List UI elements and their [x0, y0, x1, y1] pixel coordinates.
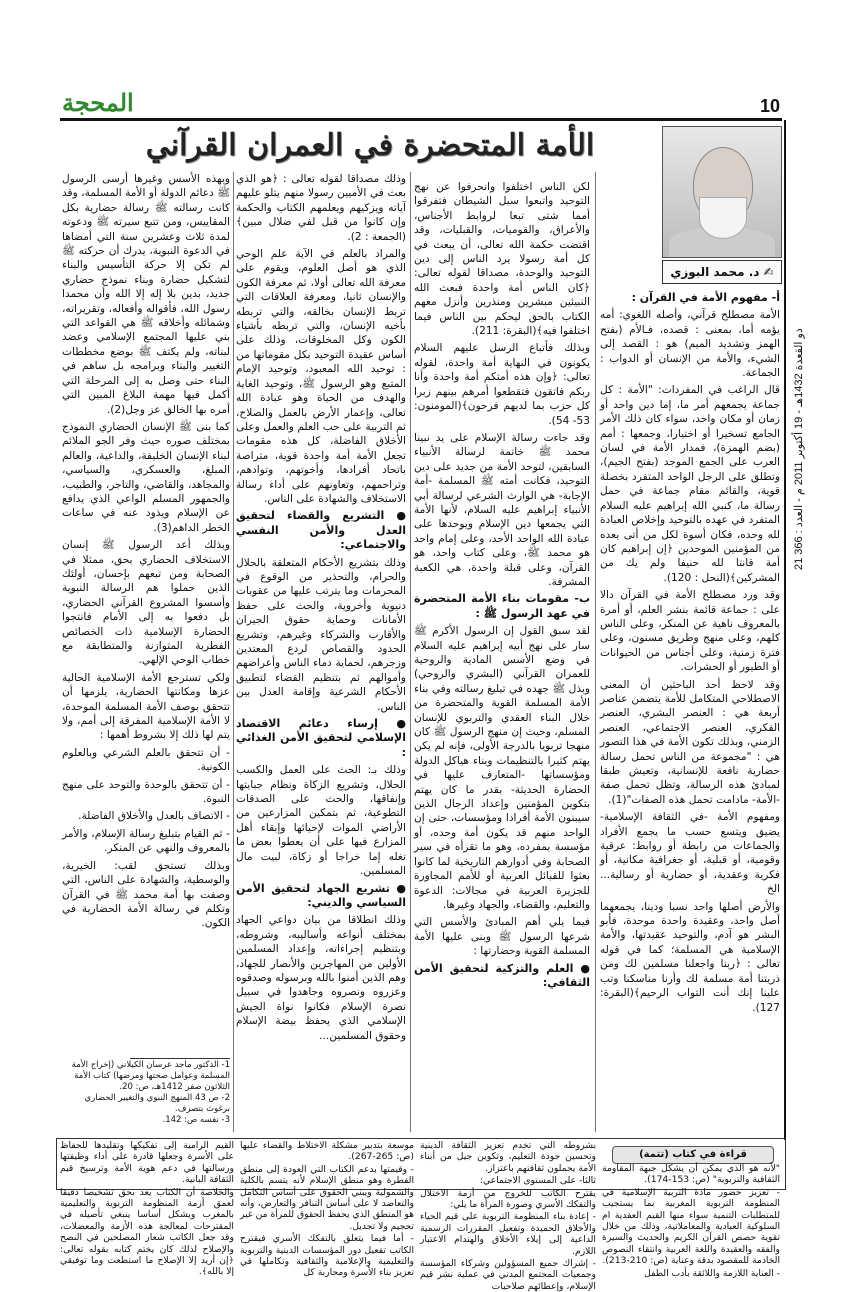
- paragraph: الأمة مصطلح قرآني، وأصله اللغوي: أمه يؤمه أما، بمعنى : قصده، فـالأم (بفتح الهمز وتشديد الميم) هو : القصد إلى الشيء، والأمة من الإنسان أو الدواب : الجماعة.: [600, 309, 780, 380]
- list-item: - الاتصاف بالعدل والأخلاق الفاضلة.: [78, 810, 230, 823]
- paragraph: وقد ورد مصطلح الأمة في القرآن دالا على : جماعة قائمة بنشر العلم، أو أمرة بالمعروف ناهية عن المنكر، وعلى الناس كلهم، وعلى منهج وطريق مسنون، وعلى فترة زمنية، وعلى أجناس من الحيوانات أو الطيور أو الحشرات.: [600, 589, 780, 674]
- page-number: 10: [760, 96, 781, 116]
- paragraph: والمراد بالعلم في الآية علم الوحي الذي هو أصل العلوم، ويقوم على معرفة الله تعالى أولا، ثم معرفة الكون والإنسان ثانيا، ومعرفة العلاقات التي تربط الإنسان بخالقه، والتي تربطه بأخيه الإنسان، والتي تربطه بأشياء الكون وكل المخلوقات، وذلك على أساس عقيدة التوحيد بكل مقوماتها من : توحيد الله المعبود، وتوحيد الإمام المتبع وهو الرسول ﷺ، وتوحيد الغاية والهدف من الحياة وهو عبادة الله تعالى، وإعمار الأرض بالعمل والصلاح، ثم التربية على حب العلم والعمل وعلى الأخلاق الفاضلة، كل هذه مقومات تجعل الأمة أمة واحدة قوية، متراصة باتحاد أفرادها، وأخوتهم، وتوادهم، وتراحمهم، وتعاونهم على أداء رسالة الاستخلاف والشهادة على الناس.: [236, 248, 406, 505]
- subsection-heading: ● التشريع والقضاء لتحقيق العدل والأمن النفسي والاجتماعي:: [236, 509, 406, 552]
- review-column-1: [602, 1163, 780, 1279]
- paragraph: والخلاصة أن الكتاب يعد بحق تشخيصا دقيقا لعمق أزمة المنظومة التربوية والتعليمية بالمغرب ويشكل أساسا ينبغي تأصيله في المقترحات لمعالجة هذه الأزمة والمعضلات، وقد جعل الكاتب شعار المصلحين في النصح والإصلاح لذلك كان يختم كتابه بقوله تعالى: ﴿إن أريد إلا الإصلاح ما استطعت وما توفيقي إلا بالله﴾.: [60, 1186, 234, 1278]
- paragraph: ومفهوم الأمة -في الثقافة الإسلامية- يضيق ويتسع حسب ما يجمع الأفراد والجماعات من رابطة أو روابط: عرقية وقومية، أو قبلية، أو جغرافية مكانية، أو فكرية وعقدية، أو حضارية أو رسالية... الخ: [600, 811, 780, 896]
- paragraph: قال الراغب في المفردات: "الأمة : كل جماعة يجمعهم أمر ما، إما دين واحد أو زمان أو مكان واحد، سواء كان ذلك الأمر الجامع تسخيرا أو اختيارا، وجمعها : أمم (بضم الهمزة)، فمدار الأمة في لسان العرب على الجمع الموجد (بفتح الجيم)، وتطلق على الرجل الواحد المتفرد بخصلة قوية، والقائم مقام جماعة في حمل رسالة ما، كنبي الله إبراهيم عليه السلام المتفرد في عهده بالتوحيد وإخلاص العبادة لله وحده، فكان أسوة لكل من أتى بعده من المؤمنين الموحدين ﴿إن إبراهيم كان أمة قانتا لله حنيفا ولم يك من المشركين﴾(النحل : 120).: [600, 384, 780, 584]
- paragraph: وبذلك فأتباع الرسل عليهم السلام يكونون في النهاية أمة واحدة، لقوله تعالى: ﴿وإن هذه أمتكم أمة واحدة وأنا ربكم فاتقون فتقطعوا أمرهم بينهم زبرا كل حزب بما لديهم فرحون﴾(المومنون: 53- 54).: [414, 342, 590, 427]
- subsection-heading: ● تشريع الجهاد لتحقيق الأمن السياسي والديني:: [236, 881, 406, 909]
- paragraph: - العناية اللازمة واللائقة بأدب الطفل: [644, 1267, 780, 1279]
- list-item: - ثم القيام بتبليغ رسالة الإسلام، والأمر بالمعروف والنهي عن المنكر.: [62, 827, 230, 855]
- sidebar-rule: [784, 120, 786, 1140]
- paragraph: وذلك مصداقا لقوله تعالى : ﴿هو الذي بعث في الأميين رسولا منهم يتلو عليهم آياته ويزكيهم ويعلمهم الكتاب والحكمة وإن كانوا من قبل لفي ضلال مبين﴾(الجمعة : 2).: [236, 173, 406, 243]
- publication-logo: المحجة: [62, 88, 134, 117]
- section-heading: ب- مقومات بناء الأمة المتحضرة في عهد الرسول ﷺ :: [414, 592, 590, 620]
- paragraph: لقد سبق القول إن الرسول الأكرم ﷺ سار على نهج أبيه إبراهيم عليه السلام في وضع الأسس المادية والروحية للعمران القرآني (البشري والروحي) وبذل ﷺ جهده في تبليغ رسالته وفي بناء الأمة المسلمة القوية والمتحضرة من خلال البناء العقدي والتربوي للإنسان المسلم، وحيث إن منهج الرسول ﷺ كان منهجا تربويا بالدرجة الأولى، فإنه لم يكن يهتم كثيرا بالتنظيمات وبناء هياكل الدولة ومؤسساتها -المتعارف عليها في الحضارة الحديثة- بقدر ما كان يهتم بتكوين المؤمنين وإعداد الرجال الذين سيبنون الأمة أفرادا ومؤسسات، حتى إن الواحد منهم قد يكون أمة وحده، أو مؤسسة بمفرده، وهو ما تقرأه في سير الصحابة وفي أدوارهم التاريخية لما كانوا بعثوا للقبائل العربية أو للأمم المجاورة للجزيرة العربية في مجالات: الدعوة والتعليم، والقضاء، والجهاد وغيرها.: [414, 625, 590, 911]
- paragraph: القيم الرامية إلى تفكيكها وتقليدها للحفاظ على الأسرة وجعلها قادرة على أداء وظيفتها ورسالتها في دعم هوية الأمة وترسيخ قيم الثقافة البانية.: [60, 1140, 234, 1186]
- footnote-rule: [130, 1058, 230, 1059]
- paragraph: وبهذه الأسس وغيرها أرسى الرسول ﷺ دعائم الدولة أو الأمة المسلمة، وقد كانت رسالته ﷺ رسالة حضارية بكل المقاييس، ومن تتبع سيرته ﷺ ودعوته لمدة ثلاث وعشرين سنة التي أمضاها في الدعوة النبوية، يدرك أن حركته ﷺ لم تكن إلا حركة التأسيس والبناء لتشكيل حضارة وبناء نموذج حضاري جديد، بدين بلا إله إلا الله وأن محمدا رسول الله، فأقواله وأفعاله، وتقريراته، وشمائله وأخلاقه ﷺ هي القواعد التي بني عليها المجتمع الإسلامي وعضد لبناته، ولم يكتف ﷺ بوضع مخططات التغيير والبناء وبرامجه بل ساهم في البناء حتى وصل به إلى المرحلة التي أكمل فيها مهمة البلاغ المبين التي أمره بها الخالق عز وجل(2).: [62, 173, 230, 416]
- paragraph: وذلك انطلاقا من بيان دواعي الجهاد بمختلف أنواعه وأساليبه، وشروطه، وبتنظيم إجراءاته، وإعداد المسلمين الأولين من المهاجرين والأنصار للجهاد، وهم الذين أمنوا بالله وبرسوله وصدقوه وعزروه ونصروه وجاهدوا في سبيل نصرة الإسلام فكانوا نواة الجيش الإسلامي الذي يحفظ بيضة الإسلام وحقوق المسلمين...: [236, 914, 406, 1042]
- footnotes: [62, 1060, 230, 1130]
- footnote: 1- الدكتور ماجد عرسان الكيلاني (إخراج الأمة المسلمة وعوامل صحتها ومرضها) كتاب الأمة الثلاثون صفر 1412هـ، ص: 20.: [71, 1060, 230, 1092]
- paragraph: - تعزيز حضور مادة التربية الإسلامية في المنظومة التربوية المغربية بما يستجيب للمتطلبات التنمية سواء منها القيم العقدية ام السلوكية العبادية والمعاملاتية، وذلك من خلال تقوية حصص القرآن الكريم والحديث والسيرة والفقه والعقيدة واللغة العربية وانتقاء النصوص الخادمة للمقصود بدقة وعناية (ص: 210-213).: [602, 1186, 780, 1267]
- footnote: 2- ص 43 المنهج النبوي والتغيير الحضاري برغوث بتصرف.: [84, 1093, 230, 1114]
- review-column-4: [60, 1140, 234, 1278]
- list-item: - أن تتحقق بالعلم الشرعي وبالعلوم الكونية.: [62, 746, 230, 774]
- column-divider: [410, 172, 411, 1132]
- author-photo: [662, 126, 782, 258]
- paragraph: وذلك بـ: الحث على العمل والكسب الحلال، وتشريع الزكاة ونظام جبايتها وإنفاقها، والحث على الصدقات التطوعية، ثم بتمكين المزارعين من الأراضي الموات لإحيائها وإبقاء أهل المزارع فيها على أن يعطوا بعض ما تغله إما خراجا أو زكاة، لبيت مال المسلمين.: [236, 764, 406, 878]
- paragraph: موسعة بتدبير مشكلة الاختلاط والقضاء عليها (ص: 265-267).: [240, 1140, 414, 1163]
- author-name: ✍ د. محمد البوزي: [662, 260, 782, 284]
- paragraph: وبذلك أعد الرسول ﷺ إنسان الاستخلاف الحضاري بحق، ممثلا في الصحابة ومن تبعهم بإحسان، أولئك الذين حملوا هم الرسالة النبوية وأسسوا المشروع القرآني الحضاري، بل دفعوا به إلى الأمام فانتجوا الحضارة الإسلامية ذات الخصائص الفطرية المتوازنة والمتطابقة مع خطاب الوحي الإلهي.: [62, 539, 230, 667]
- paragraph: وقد لاحظ أحد الباحثين أن المعنى الاصطلاحي المتكامل للأمة يتضمن عناصر أربعة هي : العنصر البشري، العنصر الفكري، العنصر الاجتماعي، العنصر الزمني، وبذلك تكون الأمة في هذا التصور هي : "مجموعة من الناس تحمل رسالة حضارية نافعة للإنسانية، وتعيش طبقا لمبادئ هذه الرسالة، وتظل تحمل صفة -الأمة- مادامت تحمل هذه الصفات"(1).: [600, 678, 780, 806]
- paragraph: يقترح الكاتب للخروج من أزمة الاختلال والتفكك الأسري وصورة المرأة ما يلي:: [420, 1187, 596, 1211]
- paragraph: ولكي تسترجع الأمة الإسلامية الحالية عزها ومكانتها الحضارية، يلزمها أن تتحقق بوصف الأمة المسلمة الموحدة، لا الأمة الإسلامية المفرقة إلى أمم، ولا يتم لها ذلك إلا بشروط أهمها :: [62, 671, 230, 742]
- footnote: 3- نفسه ص: 142.: [162, 1115, 230, 1125]
- paragraph: وذلك بتشريع الأحكام المتعلقة بالحلال والحرام، والتحذير من الوقوع في المحرمات وما يترتب عليها من عقوبات دنيوية وأخروية، والحث على حفظ الأمانات وحماية حقوق الجيران والأقارب والشركاء وغيرهم، وتشريع الحدود والقصاص لردع المعتدين وزجرهم، لحماية دماء الناس وأعراضهم وأموالهم ثم بتنظيم القضاء لتطبيق الأحكام الشرعية وإقامة العدل بين الناس.: [236, 556, 406, 713]
- paragraph: - إشراك جميع المسؤولين وشركاء المؤسسة وجمعيات المجتمع المدني في عملية نشر قيم الإسلام، وإعطائهم صلاحيات: [420, 1258, 596, 1292]
- subsection-heading: ● إرساء دعائم الاقتصاد الإسلامي لتحقيق الأمن الغذائي :: [236, 717, 406, 759]
- book-review-title: قراءة في كتاب (تتمة): [612, 1146, 774, 1164]
- paragraph: ثالثا- على المستوى الاجتماعي:: [479, 1175, 596, 1187]
- article-column-4: [62, 172, 230, 1052]
- article-column-3: [236, 172, 406, 1132]
- paragraph: "لأنه هو الذي يمكن أن يشكل جبهة المقاومة الثقافية والتربوية" (ص: 153-174).: [602, 1163, 780, 1186]
- review-column-2: [420, 1140, 596, 1292]
- article-title: الأمة المتحضرة في العمران القرآني: [145, 128, 595, 163]
- paragraph: لكن الناس اختلفوا وانحرفوا عن نهج التوحيد واتبعوا سبل الشيطان فتفرقوا أمما شتى تبعا لروابط الأجناس، والأعراق، والقوميات، والقبليات، وقد اقتضت حكمة الله تعالى، أن يبعث في كل أمة رسولا يرد الناس إلى دين التوحيد والوحدة، مصداقا لقوله تعالى: ﴿كان الناس أمة واحدة فبعث الله النبيئين مبشرين ومنذرين وأنزل معهم الكتاب بالحق ليحكم بين الناس فيما اختلفوا فيه﴾(البقرة: 211).: [414, 181, 590, 338]
- column-divider: [595, 172, 596, 1132]
- header-rule: [60, 118, 782, 121]
- paragraph: - إعادة بناء المنظومة التربوية على قيم الحياء والأخلاق الحميدة وتفعيل المقررات الرسمية الداعية إلى إيلاء الأخلاق والهندام الاعتبار اللازم.: [420, 1211, 596, 1257]
- paragraph: والأرض أصلها واحد نسبا ودينا، يجمعهما أصل واحد، وعقيدة واحدة موحدة، فأبو البشر هو آدم، والتوحيد عقيدتها، والأمة الإسلامية هي المسلمة؛ كما في قوله تعالى : ﴿ربنا واجعلنا مسلمين لك ومن ذريتنا أمة مسلمة لك وأرنا مناسكنا وتب علينا إنك أنت التواب الرحيم﴾(البقرة: 127).: [600, 900, 780, 1014]
- column-divider: [233, 172, 234, 1132]
- article-column-2: [414, 180, 590, 1125]
- paragraph: وقد جاءت رسالة الإسلام على يد نبينا محمد ﷺ خاتمة لرسالة الأنبياء السابقين، لتوحد الأمة من جديد على دين التوحيد، فكانت أمته ﷺ المسلمة -أمة الإجابة- هي الوارث الشرعي لرسالة أبي الأنبياء إبراهيم عليه السلام، لأنها الأمة التي يجمعها دين الإسلام ويوحدها على عبادة الله الواحد الأحد، وعلى إمام واحد هو محمد ﷺ، وعلى كتاب واحد، هو القرآن، وعلى قبلة واحدة، هي الكعبة المشرفة.: [414, 431, 590, 588]
- paragraph: فيما يلي أهم المبادئ والأسس التي شرعها الرسول ﷺ وبنى عليها الأمة المسلمة القوية وحضارتها :: [414, 916, 590, 958]
- review-column-3: [240, 1140, 414, 1279]
- paragraph: وبذلك تستحق لقب: الخيرية، والوسطية، والشهادة على الناس، التي وصفت بها أمة محمد ﷺ في القرآن وتكلم في رسالة الأمة الحضارية في الكون.: [62, 859, 230, 930]
- list-item: - أن تتحقق بالوحدة والتوحد على منهج النبوة.: [62, 778, 230, 806]
- paragraph: - أما فيما يتعلق بالتفكك الأسري فيقترح الكاتب تفعيل دور المؤسسات الدينية والتربوية والتعليمية والإعلامية والثقافية وتكاملها في تعزيز بناء الأسرة ومحاربة كل: [240, 1233, 414, 1279]
- paragraph: كما بنى ﷺ الإنسان الحضاري النموذج بمختلف صوره حيث وفر الجو الملائم لبناء الإنسان الخليفة، والداعية، والعالم المبلغ، والعسكري، والسياسي، والمجاهد، والقاضي، والتاجر، والطبيب، والجمهور المسلم الواعي الذي يدافع عن الإسلام ويذود عنه في ساعات الخطر الداهم(3).: [62, 420, 230, 534]
- paragraph: بشروطه التي تخدم تعزيز الثقافة الدينية وتحسين جودة التعليم، وتكوين جيل من أبناء الأمة يحملون ثقافتهم باعتزاز.: [420, 1140, 596, 1174]
- article-column-1: [600, 288, 780, 1128]
- paragraph: - وقيمتها بدعم الكتاب التي العودة إلى منطق الفطرة وهو منطق الإسلام لأنه يتسم بالكلية والشمولية ويبني الحقوق على أساس التكامل والتعاضد لا على أساس التنافر والتعارض، وأنه هو المنطق الذي يحفظ الحقوق للمرأة من غير تحجيم ولا تجديل.: [240, 1163, 414, 1232]
- section-heading: أ- مفهوم الأمة في القرآن :: [631, 291, 780, 304]
- subsection-heading: ● العلم والتزكية لتحقيق الأمن الثقافي:: [414, 961, 590, 989]
- issue-date-sidebar: 21 ذو القعدة 1432هـ - 19 أكتوبر 2011 م - العدد : 366: [793, 328, 805, 570]
